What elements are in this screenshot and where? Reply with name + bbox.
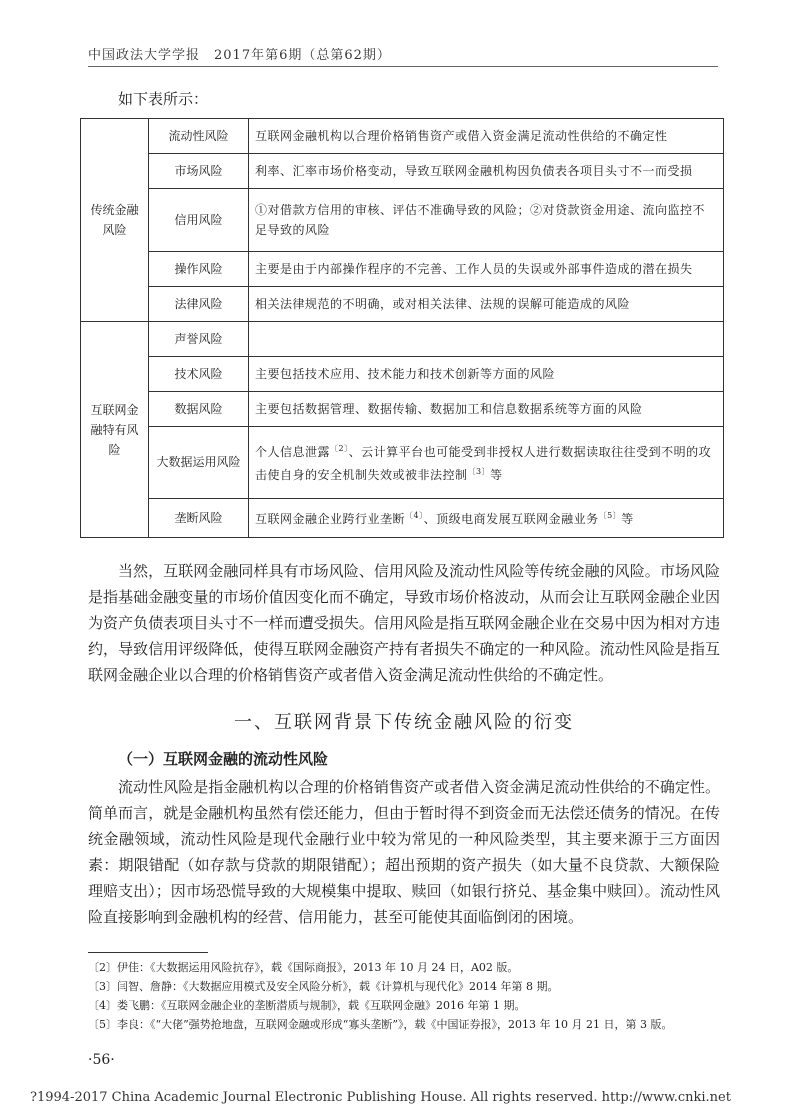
table-intro: 如下表所示： [118, 90, 209, 108]
section-heading: 一、互联网背景下传统金融风险的衍变 [234, 712, 574, 733]
footnote-ref[interactable]: 〔3〕 [467, 467, 491, 477]
body-paragraph: 当然，互联网金融同样具有市场风险、信用风险及流动性风险等传统金融的风险。市场风险是指基础金融变量的市场价值因变化而不确定，导致市场价格波动，从而会让互联网金融企业因为资产负债表项目头寸不一样而遭受损失。信用风险是指互联网金融企业在交易中因为相对方违约，导致信用评级降低，使得互联网金融资产持有者损失不确定的一种风险。流动性风险是指互联网金融企业以合理的价格销售资产或者借入资金满足流动性供给的不确定性。 [88, 562, 720, 684]
risk-desc-cell: ①对借款方信用的审核、评估不准确导致的风险；②对贷款资金用途、流向监控不足导致的风险 [249, 189, 724, 252]
risk-name-cell: 流动性风险 [149, 119, 249, 154]
page-number: ·56· [88, 1052, 115, 1068]
risk-desc-cell [249, 427, 724, 498]
risk-desc-cell: 互联网金融机构以合理价格销售资产或借入资金满足流动性供给的不确定性 [249, 119, 724, 154]
table-row [81, 252, 724, 287]
body-paragraph: 流动性风险是指金融机构以合理的价格销售资产或者借入资金满足流动性供给的不确定性。简单而言，就是金融机构虽然有偿还能力，但由于暂时得不到资金而无法偿还债务的情况。在传统金融领域，流动性风险是现代金融行业中较为常见的一种风险类型，其主要来源于三方面因素：期限错配（如存款与贷款的期限错配）；超出预期的资产损失（如大量不良贷款、大额保险理赔支出）；因市场恐慌导致的大规模集中提取、赎回（如银行挤兑、基金集中赎回）。流动性风险直接影响到金融机构的经营、信用能力，甚至可能使其面临倒闭的困境。 [88, 778, 720, 926]
desc-text: 等 [490, 468, 503, 483]
table-row [81, 154, 724, 189]
risk-name-cell: 操作风险 [149, 252, 249, 287]
risk-table [80, 118, 724, 538]
table-row [81, 498, 724, 537]
table-row [81, 189, 724, 252]
footnote-item: 〔5〕李良：《“大佬”强势抢地盘，互联网金融或形成“寡头垄断”》，载《中国证券报》，2013 年 10 月 21 日，第 3 版。 [88, 1018, 673, 1031]
risk-name-cell: 技术风险 [149, 357, 249, 392]
footnotes [88, 958, 728, 1034]
risk-name-cell: 大数据运用风险 [149, 427, 249, 498]
desc-text: 个人信息泄露 [255, 445, 331, 460]
table-row [81, 322, 724, 357]
risk-desc-cell [249, 498, 724, 537]
risk-desc-cell [249, 322, 724, 357]
footnote-item: 〔2〕伊佳：《大数据运用风险抗存》，载《国际商报》，2013 年 10 月 24 日，A02 版。 [88, 961, 519, 974]
header-rule [88, 66, 718, 67]
desc-text: 、顶级电商发展互联网金融业务 [423, 512, 599, 527]
table-row [81, 392, 724, 427]
footnote-ref[interactable]: 〔4〕 [405, 511, 424, 521]
copyright-footer: ?1994-2017 China Academic Journal Electronic Publishing House. All rights reserved. http://www.cnki.net [30, 1090, 731, 1105]
table-row [81, 287, 724, 322]
risk-name-cell: 信用风险 [149, 189, 249, 252]
risk-desc-cell: 主要是由于内部操作程序的不完善、工作人员的失误或外部事件造成的潜在损失 [249, 252, 724, 287]
risk-name-cell: 垄断风险 [149, 498, 249, 537]
group-cell-traditional: 传统金融风险 [81, 119, 149, 322]
footnote-item: 〔3〕闫智、詹静：《大数据应用模式及安全风险分析》，载《计算机与现代化》2014 年第 8 期。 [88, 980, 559, 993]
desc-text: 、云计算平台也可能受到非授权人进行数据读取往往受到不明的攻击使自身的安全机制失效或被非法控制 [255, 445, 712, 483]
risk-name-cell: 市场风险 [149, 154, 249, 189]
risk-name-cell: 数据风险 [149, 392, 249, 427]
table-row [81, 119, 724, 154]
subsection-heading: （一）互联网金融的流动性风险 [118, 750, 329, 768]
risk-desc-cell: 相关法律规范的不明确，或对相关法律、法规的误解可能造成的风险 [249, 287, 724, 322]
running-header: 中国政法大学学报 2017年第6期（总第62期） [88, 48, 391, 63]
desc-text: 互联网金融企业跨行业垄断 [255, 512, 406, 527]
footnote-rule [88, 952, 208, 953]
risk-desc-cell: 利率、汇率市场价格变动，导致互联网金融机构因负债表各项目头寸不一而受损 [249, 154, 724, 189]
footnote-item: 〔4〕娄飞鹏：《互联网金融企业的垄断潜质与规制》，载《互联网金融》2016 年第 1 期。 [88, 999, 526, 1012]
risk-desc-cell: 主要包括技术应用、技术能力和技术创新等方面的风险 [249, 357, 724, 392]
risk-name-cell: 法律风险 [149, 287, 249, 322]
desc-text: 等 [621, 512, 634, 527]
table-row [81, 427, 724, 498]
risk-desc-cell: 主要包括数据管理、数据传输、数据加工和信息数据系统等方面的风险 [249, 392, 724, 427]
footnote-ref[interactable]: 〔5〕 [598, 511, 622, 521]
footnote-ref[interactable]: 〔2〕 [330, 444, 349, 454]
table-row [81, 357, 724, 392]
risk-name-cell: 声誉风险 [149, 322, 249, 357]
group-cell-internet: 互联网金融特有风险 [81, 322, 149, 538]
